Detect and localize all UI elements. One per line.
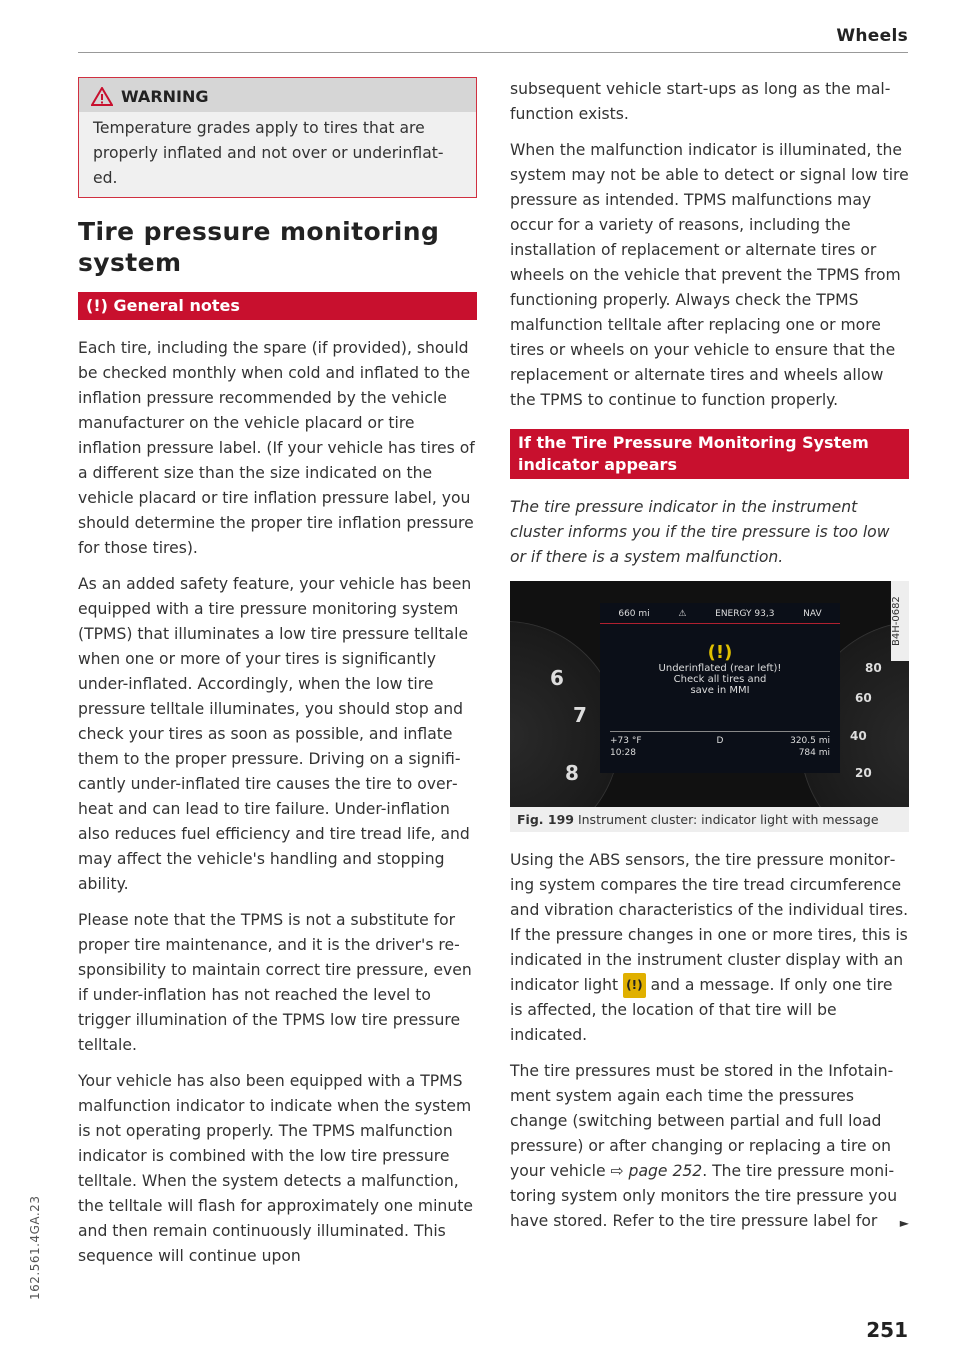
speed-label: 80 — [865, 661, 882, 675]
tach-label: 6 — [550, 666, 564, 690]
cluster-info — [610, 731, 830, 758]
paragraph: Each tire, including the spare (if provided), should be checked monthly when cold and inflated to the inflation pressure recommended by the vehicle manufacturer on the vehicle placard or tire inflation pressure label. (If your vehicle has tires of a different size than the size indicated on the vehicle placard or tire inflation pressure label, you should determine the proper tire inflation pressure for those tires). — [78, 339, 475, 557]
continue-arrow-icon: ► — [899, 1216, 909, 1230]
warning-text: Temperature grades apply to tires that are properly inflated and not over or underinflated. — [93, 119, 444, 187]
page-reference-link[interactable]: ⇨ page 252 — [610, 1162, 703, 1180]
tpms-indicator-icon: (!) — [623, 973, 645, 998]
gear-readout: D — [716, 736, 724, 746]
figure-caption-text: Instrument cluster: indicator light with message — [577, 812, 879, 827]
warning-triangle-icon — [91, 87, 113, 106]
tpms-icon: (!) — [86, 296, 114, 315]
page-title: Tire pressure monitoring system — [78, 217, 440, 277]
indicator-section-title: If the Tire Pressure Monitoring System indicator appears — [510, 429, 909, 479]
figure-caption — [510, 807, 909, 832]
text: The tire pressures must be stored in the Infotainment system again each time the pressures change (switching between partial and full load pressure) or after changing or replacing a tire on your vehicle — [510, 1062, 894, 1180]
tach-label: 7 — [573, 703, 587, 727]
speed-label: 20 — [855, 766, 872, 780]
nav-readout: NAV — [803, 609, 822, 619]
paragraph-abs — [510, 848, 909, 1048]
indicator-intro: The tire pressure indicator in the instrument cluster informs you if the tire pressure is too low or if there is a system malfunction. — [510, 498, 890, 566]
page-number: 251 — [866, 1318, 908, 1342]
cluster-display — [600, 603, 840, 773]
paragraph: As an added safety feature, your vehicle has been equipped with a tire pressure monitoring system (TPMS) that illuminates a low tire pressure telltale when one or more of your tires is significantly under-inflated. Accordingly, when the low tire pressure telltale illuminates, you should stop and check your tires as soon as possible, and inflate them to the proper pressure. Driving on a significantly under-inflated tire causes the tire to overheat and can lead to tire failure. Under-inflation also reduces fuel efficiency and tire tread life, and may affect the vehicle's handling and stopping ability. — [78, 575, 472, 893]
warning-box — [78, 77, 477, 198]
paragraph-store — [510, 1059, 909, 1234]
warning-title: WARNING — [121, 87, 209, 106]
figure-code: B4H-0682 — [891, 581, 909, 661]
warning-icon: ⚠ — [678, 609, 687, 619]
instrument-cluster-image — [510, 581, 909, 807]
cluster-message: Underinflated (rear left)! — [658, 663, 782, 674]
text: . The tire pressure monitoring system only monitors the tire pressure you have stored. Refer to the tire pressure label for — [510, 1162, 898, 1230]
range-readout: 660 mi — [618, 609, 650, 619]
warning-header — [79, 78, 476, 112]
section-header: Wheels — [836, 26, 908, 46]
document-code: 162.561.4GA.23 — [28, 1195, 42, 1300]
time-readout: 10:28 — [610, 748, 636, 758]
general-notes-label: General notes — [113, 296, 240, 315]
header-rule — [78, 52, 908, 53]
tpms-warning-icon: (!) — [707, 642, 733, 663]
paragraph: Your vehicle has also been equipped with a TPMS malfunction indicator to indicate when the system is not operating properly. The TPMS malfunction indicator is combined with the low tire pressure telltale. When the system detects a malfunction, the telltale will flash for approximately one minute and then remain continuously illuminated. This sequence will continue upon — [78, 1072, 473, 1265]
general-notes-bar — [78, 292, 477, 320]
paragraph: subsequent vehicle start-ups as long as the malfunction exists. — [510, 80, 891, 123]
temp-readout: +73 °F — [610, 736, 642, 746]
paragraph: When the malfunction indicator is illuminated, the system may not be able to detect or signal low tire pressure as intended. TPMS malfunctions may occur for a variety of reasons, including the installation of replacement or alternate tires or wheels on the vehicle that prevent the TPMS from functioning properly. Always check the TPMS malfunction telltale after replacing one or more tires or wheels on your vehicle to ensure that the replacement or alternate tires and wheels allow the TPMS to continue to function properly. — [510, 141, 909, 409]
paragraph: Please note that the TPMS is not a substitute for proper tire maintenance, and it is the driver's responsibility to maintain correct tire pressure, even if under-inflation has not reached the level to trigger illumination of the TPMS low tire pressure telltale. — [78, 911, 472, 1054]
odometer-readout: 784 mi — [798, 748, 830, 758]
speed-label: 40 — [850, 729, 867, 743]
cluster-status-bar — [600, 603, 840, 624]
left-column — [78, 77, 477, 1280]
cluster-message: save in MMI — [690, 685, 750, 696]
right-column — [510, 77, 909, 1245]
speed-label: 60 — [855, 691, 872, 705]
tach-label: 8 — [565, 761, 579, 785]
trip-readout: 320.5 mi — [790, 736, 830, 746]
text: Using the ABS sensors, the tire pressure monitoring system compares the tire tread circumference and vibration characteristics of the individual tires. If the pressure changes in one or more tires, this is indicated in the instrument cluster display with an indicator light — [510, 851, 909, 994]
text: and a message. If only one tire is affected, the location of that tire will be indicated. — [510, 976, 893, 1044]
radio-readout: ENERGY 93,3 — [715, 609, 775, 619]
figure — [510, 581, 909, 832]
cluster-message: Check all tires and — [673, 674, 767, 685]
figure-label: Fig. 199 — [517, 812, 574, 827]
